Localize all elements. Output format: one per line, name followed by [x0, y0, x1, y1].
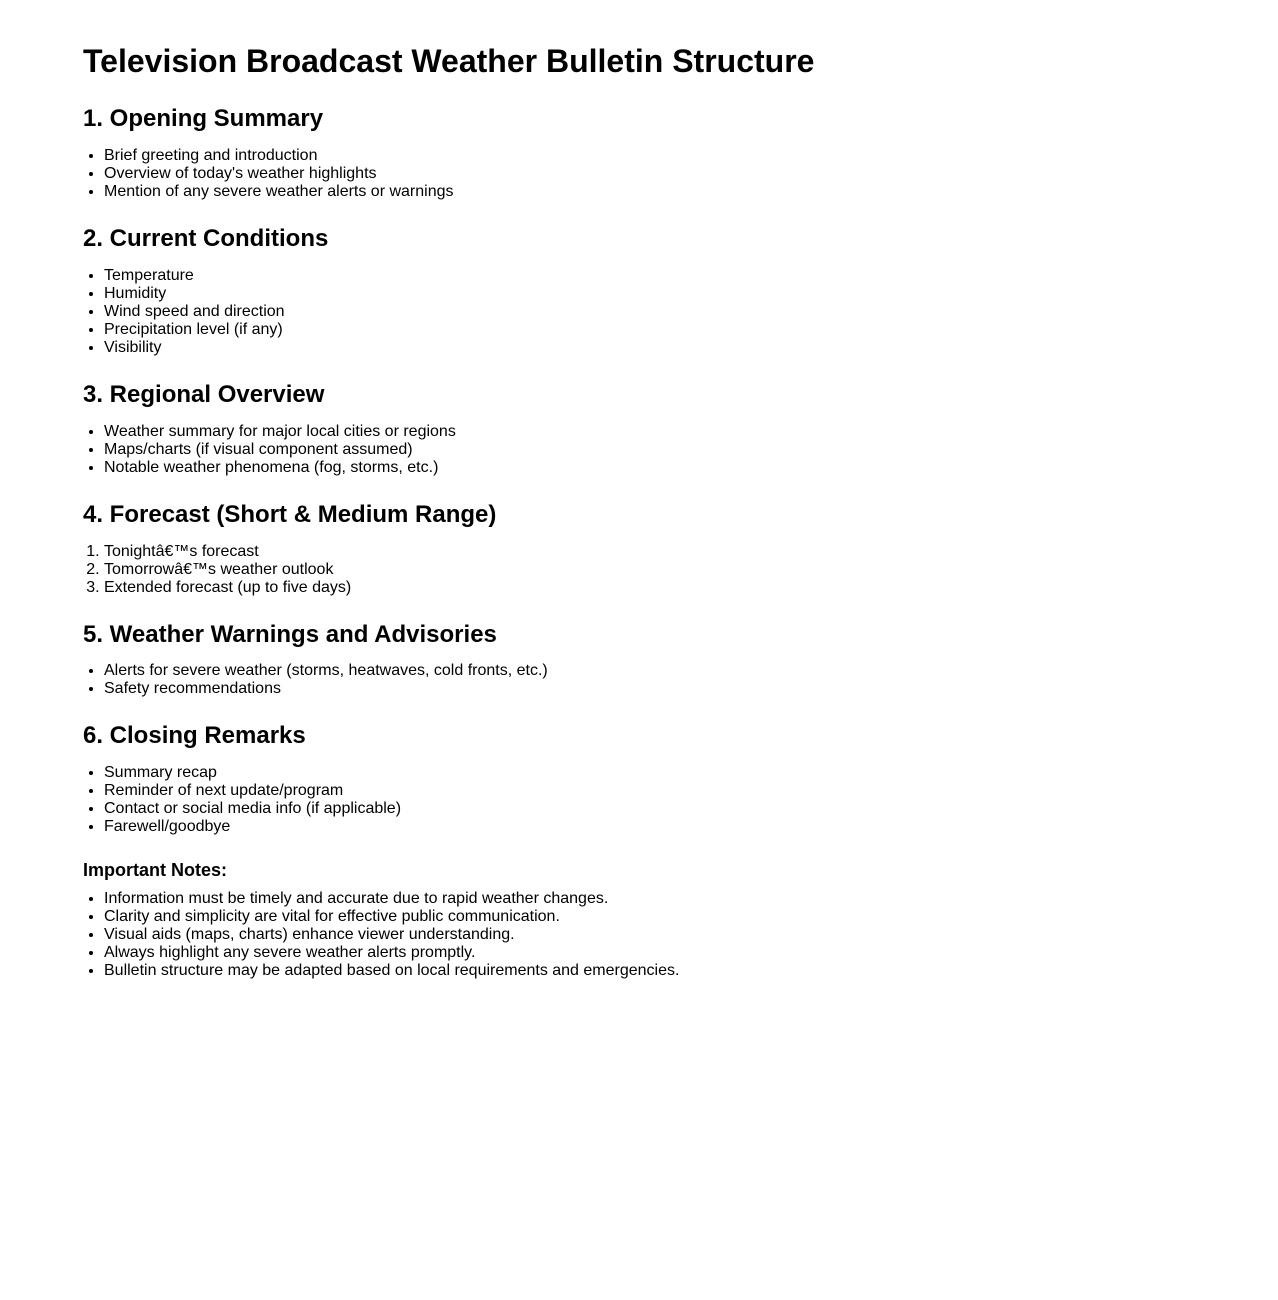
list-item: • Brief greeting and introduction — [104, 147, 1278, 165]
list-item: 3. Extended forecast (up to five days) — [104, 579, 1278, 597]
numbered-list — [83, 543, 1278, 597]
list-item: • Reminder of next update/program — [104, 782, 1278, 800]
bullet-list — [83, 147, 1278, 201]
list-item: • Wind speed and direction — [104, 303, 1278, 321]
bullet-list — [83, 890, 1278, 980]
list-item: • Always highlight any severe weather alerts promptly. — [104, 944, 1278, 962]
section-heading: 3. Regional Overview — [83, 380, 325, 408]
list-item: • Precipitation level (if any) — [104, 321, 1278, 339]
section-heading: 5. Weather Warnings and Advisories — [83, 620, 497, 648]
section-opening-summary — [83, 105, 1278, 201]
bullet-list — [83, 764, 1278, 836]
important-notes — [83, 860, 1278, 980]
list-item: • Bulletin structure may be adapted based on local requirements and emergencies. — [104, 962, 1278, 980]
list-item: • Clarity and simplicity are vital for effective public communication. — [104, 908, 1278, 926]
list-item: • Mention of any severe weather alerts or warnings — [104, 183, 1278, 201]
list-item: • Humidity — [104, 285, 1278, 303]
section-current-conditions — [83, 225, 1278, 357]
list-item: • Temperature — [104, 267, 1278, 285]
page-title: Television Broadcast Weather Bulletin Structure — [83, 43, 815, 79]
list-item: • Maps/charts (if visual component assumed) — [104, 441, 1278, 459]
list-item: • Weather summary for major local cities or regions — [104, 423, 1278, 441]
list-item: • Visual aids (maps, charts) enhance viewer understanding. — [104, 926, 1278, 944]
list-item: • Information must be timely and accurate due to rapid weather changes. — [104, 890, 1278, 908]
list-item: 2. Tomorrowâ€™s weather outlook — [104, 561, 1278, 579]
section-heading: 4. Forecast (Short & Medium Range) — [83, 500, 497, 528]
list-item: • Visibility — [104, 339, 1278, 357]
list-item: • Summary recap — [104, 764, 1278, 782]
list-item: • Overview of today's weather highlights — [104, 165, 1278, 183]
section-forecast — [83, 501, 1278, 597]
bullet-list — [83, 662, 1278, 698]
section-weather-warnings — [83, 621, 1278, 699]
section-closing-remarks — [83, 722, 1278, 836]
list-item: • Contact or social media info (if applicable) — [104, 800, 1278, 818]
list-item: • Alerts for severe weather (storms, heatwaves, cold fronts, etc.) — [104, 662, 1278, 680]
section-heading: 2. Current Conditions — [83, 225, 329, 253]
section-regional-overview — [83, 381, 1278, 477]
bullet-list — [83, 423, 1278, 477]
list-item: • Farewell/goodbye — [104, 818, 1278, 836]
bullet-list — [83, 267, 1278, 357]
list-item: • Safety recommendations — [104, 680, 1278, 698]
list-item: 1. Tonightâ€™s forecast — [104, 543, 1278, 561]
list-item: • Notable weather phenomena (fog, storms, etc.) — [104, 459, 1278, 477]
section-heading: 6. Closing Remarks — [83, 722, 306, 750]
section-heading: 1. Opening Summary — [83, 105, 324, 133]
notes-heading: Important Notes: — [83, 860, 227, 881]
